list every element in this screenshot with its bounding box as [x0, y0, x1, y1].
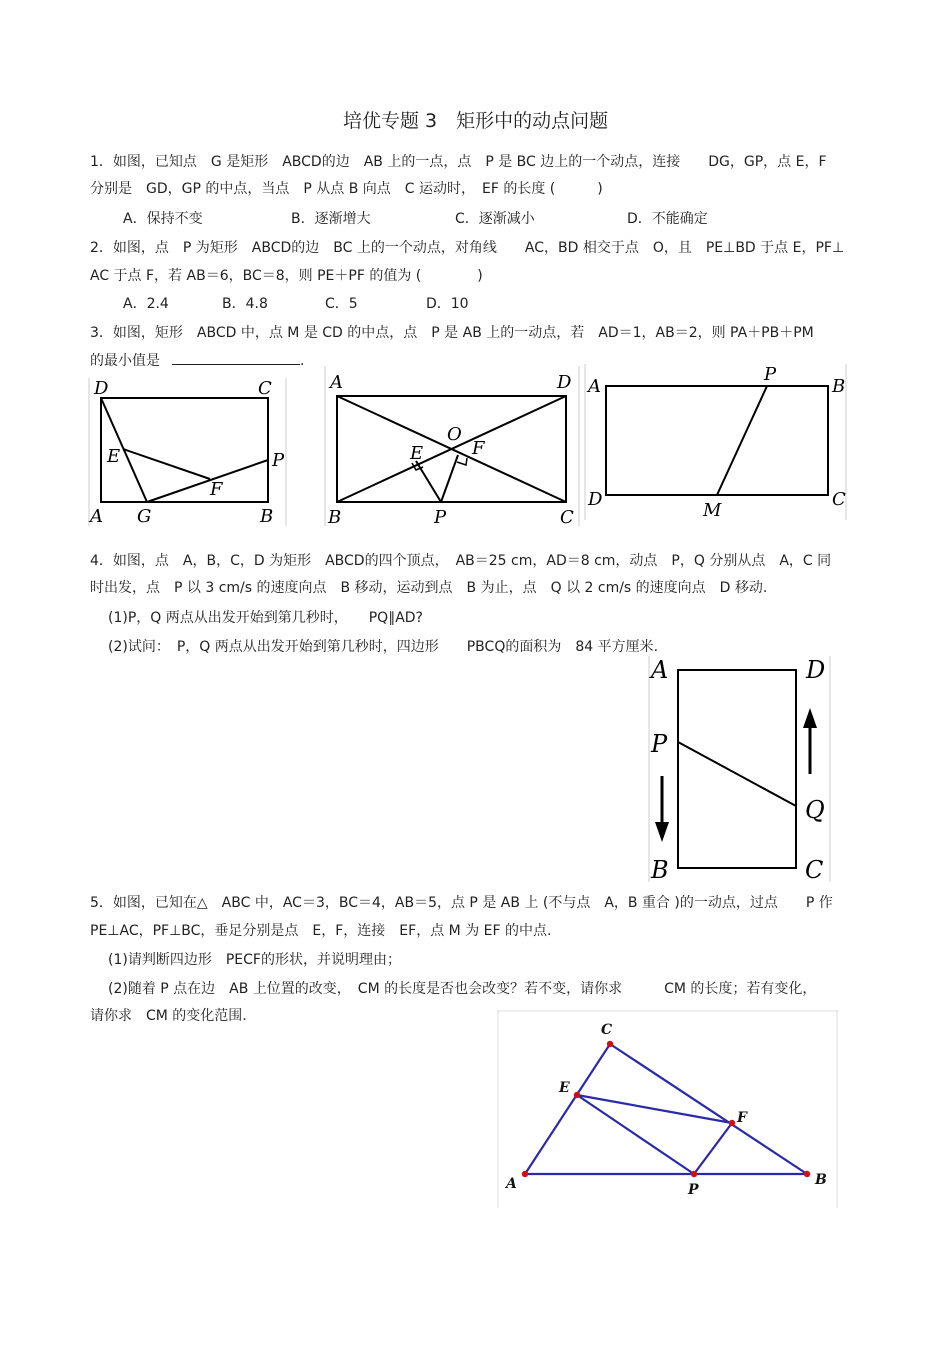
q4-sub1: (1)P，Q 两点从出发开始到第几秒时， PQ∥AD?: [108, 610, 423, 626]
q2-line2: AC 于点 F，若 AB＝6，BC＝8，则 PE＋PF 的值为 ( ): [90, 268, 483, 284]
fig2-label-c: C: [560, 507, 574, 526]
fig5-segment-pf: [694, 1123, 732, 1174]
q2-option-a: A．2.4: [123, 296, 169, 312]
q5-sub2a: (2)随着 P 点在边 AB 上位置的改变， CM 的长度是否也会改变？若不变，请你求 CM 的长度；若有变化，: [108, 981, 817, 997]
fig3-label-d: D: [588, 489, 603, 510]
fig4-segment-pq: [678, 742, 796, 806]
fig1-segment-gp: [147, 460, 268, 502]
fig1-label-b: B: [260, 506, 274, 526]
fig4-rectangle: [678, 670, 796, 868]
figure-4: [648, 656, 832, 882]
q3-line1: 3．如图，矩形 ABCD 中，点 M 是 CD 的中点，点 P 是 AB 上的一动点，若 AD＝1，AB＝2，则 PA＋PB＋PM: [90, 325, 814, 341]
fig3-rectangle: [606, 386, 828, 495]
fig3-label-m: M: [703, 500, 722, 520]
fig1-label-e: E: [107, 446, 121, 467]
fig4-label-q: Q: [805, 796, 825, 824]
fig2-label-e: E: [410, 443, 424, 464]
q2-option-c: C．5: [325, 296, 358, 312]
fig2-segment-pf: [441, 455, 458, 502]
fig5-label-f: F: [737, 1110, 747, 1126]
figure-1: [88, 378, 288, 526]
q5-line1: 5．如图，已知在△ ABC 中，AC＝3，BC＝4，AB＝5，点 P 是 AB 上 (不与点 A，B 重合 )的一动点，过点 P 作: [90, 895, 833, 911]
q1-option-b: B．逐渐增大: [291, 211, 371, 227]
fig5-label-e: E: [559, 1080, 570, 1096]
fig4-label-d: D: [806, 656, 826, 684]
q5-sub2b: 请你求 CM 的变化范围.: [90, 1008, 247, 1024]
q1-line1: 1．如图，已知点 G 是矩形 ABCD的边 AB 上的一点，点 P 是 BC 边上的一个动点，连接 DG，GP，点 E，F: [90, 154, 827, 170]
fig3-label-p: P: [764, 364, 777, 385]
fig4-arrow-up: [803, 708, 817, 774]
q2-line1: 2．如图，点 P 为矩形 ABCD的边 BC 上的一个动点，对角线 AC，BD 相交于点 O，且 PE⊥BD 于点 E，PF⊥: [90, 240, 845, 256]
fig2-label-o: O: [447, 424, 462, 445]
fig4-label-p: P: [651, 730, 668, 758]
figure-3: [584, 364, 848, 520]
fig3-segment-pm: [717, 386, 767, 495]
q1-line2: 分别是 GD，GP 的中点，当点 P 从点 B 向点 C 运动时， EF 的长度 ( ): [90, 181, 603, 197]
fig4-label-b: B: [651, 856, 669, 882]
fig1-label-c: C: [258, 378, 272, 399]
fig2-label-b: B: [328, 507, 342, 526]
figure-5: [497, 1010, 839, 1208]
fig5-point-p: [691, 1171, 697, 1177]
fig5-label-a: A: [506, 1176, 517, 1192]
q4-sub2: (2)试问： P，Q 两点从出发开始到第几秒时，四边形 PBCQ的面积为 84 平方厘米.: [108, 639, 659, 655]
fig5-label-c: C: [601, 1022, 613, 1038]
fig5-point-e: [574, 1092, 580, 1098]
q2-option-b: B．4.8: [222, 296, 268, 312]
fig1-label-a: A: [90, 506, 103, 526]
fig5-label-p: P: [688, 1182, 699, 1198]
fig5-point-f: [729, 1120, 735, 1126]
fig4-label-c: C: [805, 856, 824, 882]
fig1-segment-ef: [123, 449, 210, 479]
fig5-point-c: [607, 1041, 613, 1047]
q4-line1: 4．如图，点 A，B，C，D 为矩形 ABCD的四个顶点， AB＝25 cm，AD＝8 cm，动点 P，Q 分别从点 A，C 同: [90, 553, 832, 569]
fig5-point-a: [522, 1171, 528, 1177]
fig2-label-p: P: [434, 507, 447, 526]
fig1-label-g: G: [137, 506, 152, 526]
q2-option-d: D．10: [426, 296, 469, 312]
fig3-label-b: B: [832, 376, 846, 397]
fig3-label-a: A: [588, 376, 601, 397]
figure-2: [324, 366, 580, 526]
q5-line2: PE⊥AC，PF⊥BC，垂足分别是点 E，F，连接 EF，点 M 为 EF 的中点.: [90, 923, 552, 939]
page-title: 培优专题 3 矩形中的动点问题: [343, 110, 609, 132]
fig5-point-b: [804, 1171, 810, 1177]
q4-line2: 时出发，点 P 以 3 cm/s 的速度向点 B 移动，运动到点 B 为止，点 Q 以 2 cm/s 的速度向点 D 移动.: [90, 580, 768, 596]
fig2-label-d: D: [557, 372, 572, 393]
fig3-label-c: C: [832, 489, 846, 510]
q5-sub1: (1)请判断四边形 PECF的形状，并说明理由；: [108, 952, 401, 968]
q3-line2-text: 的最小值是: [90, 353, 160, 369]
fig2-label-a: A: [330, 372, 343, 393]
q1-option-a: A．保持不变: [123, 211, 203, 227]
q1-option-c: C．逐渐减小: [455, 211, 535, 227]
fig1-label-p: P: [272, 450, 285, 471]
fig5-label-b: B: [815, 1172, 827, 1188]
q1-option-d: D．不能确定: [627, 211, 708, 227]
fig1-label-f: F: [210, 479, 223, 500]
fig4-label-a: A: [651, 656, 669, 684]
fig2-segment-pe: [416, 461, 441, 502]
q3-line2-end: .: [300, 353, 305, 369]
fig4-arrow-down: [655, 776, 669, 842]
q3-line2: [90, 350, 304, 371]
fig1-label-d: D: [94, 378, 109, 399]
fig2-label-f: F: [472, 438, 485, 459]
answer-blank: [172, 350, 300, 365]
fig5-segment-ep: [577, 1095, 694, 1174]
